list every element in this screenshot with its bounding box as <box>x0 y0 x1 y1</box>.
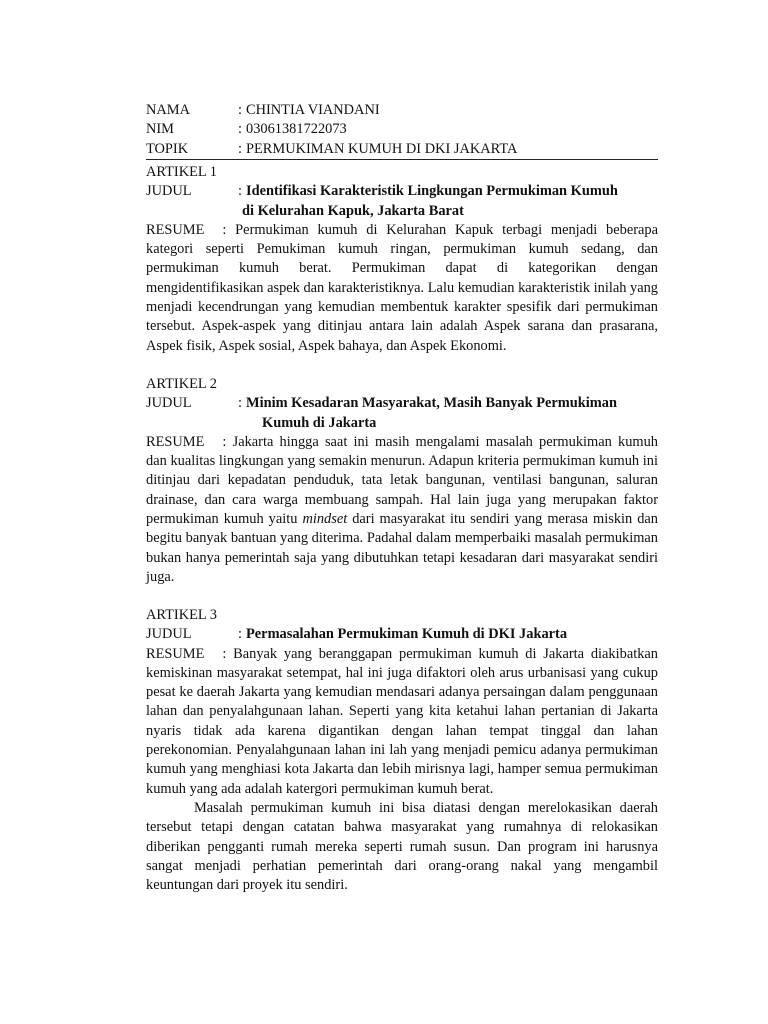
article-title-cont: Kumuh di Jakarta <box>262 414 377 431</box>
article-heading: ARTIKEL 3 <box>146 607 217 623</box>
nim-value: 03061381722073 <box>246 121 347 138</box>
article-title: Identifikasi Karakteristik Lingkungan Permukiman Kumuh <box>246 183 618 200</box>
resume-text: Banyak yang beranggapan permukiman kumuh di Jakarta diakibatkan kemiskinan masyarakat setempat, hal ini juga difaktori oleh arus urbanisasi yang cukup pesat ke daerah Jakarta yang kemudian mendasari adanya persaingan dalam penggunaan lahan dan penyalahgunaan lahan. Seperti yang kita ketahui lahan pertanian di Jakarta nyaris tidak ada karena digantikan dengan lahan tempat tinggal dan lahan perekonomian. Penyalahgunaan lahan ini lah yang menjadi pemicu adanya permukiman kumuh yang menghiasi kota Jakarta dan lebih mirisnya lagi, hamper semua permukiman kumuh yang ada adalah katergori permukiman kumuh berat. <box>146 645 658 797</box>
topic-value: PERMUKIMAN KUMUH DI DKI JAKARTA <box>246 140 518 157</box>
topic-row <box>146 140 658 159</box>
resume-paragraph <box>146 433 658 587</box>
name-row <box>146 101 658 120</box>
header-block <box>146 101 658 159</box>
resume-label: RESUME <box>146 433 205 450</box>
topic-label: TOPIK <box>146 140 189 157</box>
colon: : <box>238 102 242 118</box>
resume-paragraph <box>146 645 658 799</box>
article-2 <box>146 375 658 587</box>
colon: : <box>238 183 242 200</box>
nim-label: NIM <box>146 121 174 138</box>
article-title: Permasalahan Permukiman Kumuh di DKI Jakarta <box>246 626 568 643</box>
name-label: NAMA <box>146 102 190 118</box>
colon: : <box>222 433 227 450</box>
colon: : <box>238 121 242 138</box>
resume-text-cont: dari masyarakat itu sendiri yang merasa miskin dan begitu banyak bantuan yang diterima. Padahal dalam memperbaiki masalah permukiman bukan hanya pemerintah saja yang dibutuhkan tetapi kesadaran dari masyarakat sendiri juga. <box>146 511 658 585</box>
article-heading: ARTIKEL 1 <box>146 164 217 180</box>
title-label: JUDUL <box>146 626 192 643</box>
resume-italic-term: mindset <box>302 511 348 528</box>
nim-row <box>146 120 658 139</box>
title-row <box>146 394 658 413</box>
resume-label: RESUME <box>146 645 205 662</box>
resume-text: Jakarta hingga saat ini masih mengalami masalah permukiman kumuh dan kualitas lingkungan yang semakin menurun. Adapun kriteria permukiman kumuh ini ditinjau dari kepadatan penduduk, tata letak bangunan, ventilasi bangunan, saluran drainase, dan cara warga membuang sampah. Hal lain juga yang merupakan faktor permukiman kumuh yaitu <box>146 433 658 528</box>
colon: : <box>238 626 242 643</box>
article-title-cont: di Kelurahan Kapuk, Jakarta Barat <box>242 202 464 219</box>
article-title: Minim Kesadaran Masyarakat, Masih Banyak Permukiman <box>246 395 617 412</box>
title-row <box>146 182 658 201</box>
resume-paragraph <box>146 221 658 356</box>
resume-text: Permukiman kumuh di Kelurahan Kapuk terbagi menjadi beberapa kategori seperti Pemukiman kumuh ringan, permukiman kumuh sedang, dan permukiman kumuh berat. Permukiman dapat di kategorikan dengan mengidentifikasikan aspek dan karakteristiknya. Lalu kemudian karakteristik inilah yang menjadi kecendrungan yang kemudian membentuk karakter spesifik dari permukiman tersebut. Aspek-aspek yang ditinjau antara lain adalah Aspek sarana dan prasarana, Aspek fisik, Aspek sosial, Aspek bahaya, dan Aspek Ekonomi. <box>146 221 658 354</box>
colon: : <box>238 140 242 157</box>
title-label: JUDUL <box>146 183 192 200</box>
header-divider <box>146 159 658 160</box>
article-3 <box>146 606 658 895</box>
colon: : <box>222 221 227 238</box>
colon: : <box>238 395 242 412</box>
name-value: CHINTIA VIANDANI <box>246 102 380 118</box>
article-heading: ARTIKEL 2 <box>146 376 217 392</box>
second-paragraph: Masalah permukiman kumuh ini bisa diatasi dengan merelokasikan daerah tersebut tetapi dengan catatan bahwa masyarakat yang rumahnya di relokasikan diberikan pengganti rumah mereka seperti rumah susun. Dan program ini harusnya sangat menjadi perhatian pemerintah dari orang-orang nakal yang mengambil keuntungan dari proyek itu sendiri. <box>146 799 658 894</box>
article-1 <box>146 163 658 356</box>
resume-label: RESUME <box>146 221 205 238</box>
title-row <box>146 625 658 644</box>
title-label: JUDUL <box>146 395 192 412</box>
colon: : <box>222 645 227 662</box>
